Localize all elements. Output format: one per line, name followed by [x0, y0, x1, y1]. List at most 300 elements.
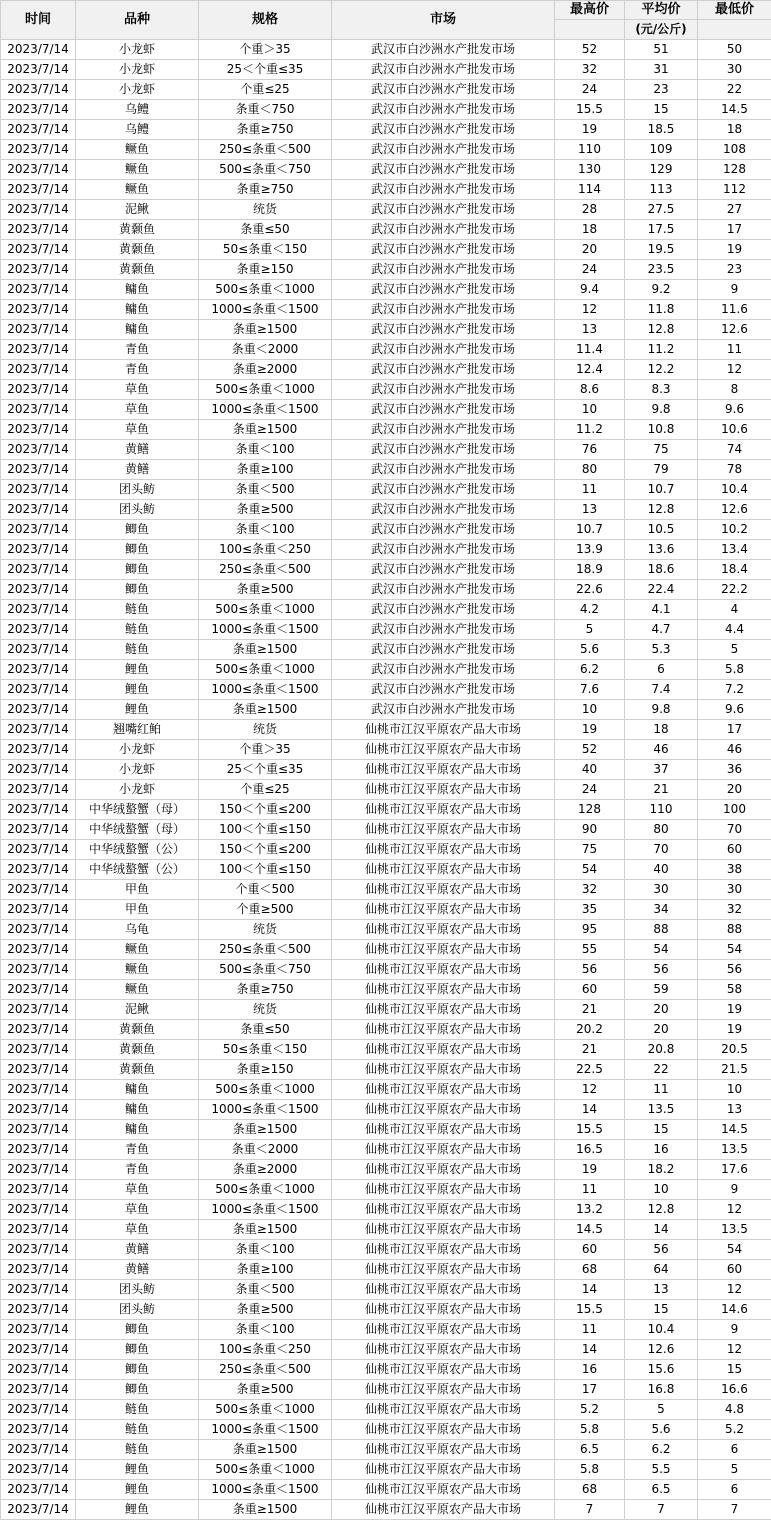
cell-max-price: 5.6 — [555, 640, 625, 660]
cell-min-price: 19 — [698, 1000, 771, 1020]
cell-market: 武汉市白沙洲水产批发市场 — [332, 420, 555, 440]
cell-max-price: 5.8 — [555, 1420, 625, 1440]
cell-market: 仙桃市江汉平原农产品大市场 — [332, 1040, 555, 1060]
table-row — [1, 780, 771, 800]
cell-kind: 草鱼 — [76, 1200, 199, 1220]
cell-market: 武汉市白沙洲水产批发市场 — [332, 160, 555, 180]
cell-min-price: 60 — [698, 840, 771, 860]
cell-kind: 鲫鱼 — [76, 520, 199, 540]
cell-avg-price: 5 — [625, 1400, 698, 1420]
cell-market: 武汉市白沙洲水产批发市场 — [332, 540, 555, 560]
cell-kind: 乌鳢 — [76, 120, 199, 140]
cell-market: 武汉市白沙洲水产批发市场 — [332, 140, 555, 160]
cell-time: 2023/7/14 — [1, 240, 76, 260]
cell-avg-price: 11.2 — [625, 340, 698, 360]
cell-min-price: 7.2 — [698, 680, 771, 700]
table-row — [1, 1340, 771, 1360]
cell-spec: 250≤条重＜500 — [199, 1360, 332, 1380]
cell-max-price: 17 — [555, 1380, 625, 1400]
table-row — [1, 480, 771, 500]
cell-spec: 条重≥1500 — [199, 420, 332, 440]
cell-time: 2023/7/14 — [1, 180, 76, 200]
cell-spec: 条重＜500 — [199, 480, 332, 500]
cell-spec: 1000≤条重＜1500 — [199, 1200, 332, 1220]
cell-market: 武汉市白沙洲水产批发市场 — [332, 80, 555, 100]
cell-kind: 小龙虾 — [76, 80, 199, 100]
cell-avg-price: 10.7 — [625, 480, 698, 500]
cell-kind: 鲢鱼 — [76, 640, 199, 660]
header-market: 市场 — [332, 1, 555, 40]
cell-time: 2023/7/14 — [1, 1140, 76, 1160]
table-row — [1, 860, 771, 880]
cell-min-price: 10 — [698, 1080, 771, 1100]
cell-spec: 条重＜100 — [199, 440, 332, 460]
table-row — [1, 280, 771, 300]
cell-kind: 鲢鱼 — [76, 1420, 199, 1440]
cell-min-price: 7 — [698, 1500, 771, 1520]
cell-kind: 鳜鱼 — [76, 980, 199, 1000]
cell-spec: 个重≤25 — [199, 80, 332, 100]
cell-max-price: 24 — [555, 780, 625, 800]
cell-min-price: 23 — [698, 260, 771, 280]
cell-time: 2023/7/14 — [1, 280, 76, 300]
cell-kind: 鲫鱼 — [76, 560, 199, 580]
cell-market: 武汉市白沙洲水产批发市场 — [332, 480, 555, 500]
table-row — [1, 160, 771, 180]
cell-max-price: 13.9 — [555, 540, 625, 560]
table-row — [1, 100, 771, 120]
cell-avg-price: 12.2 — [625, 360, 698, 380]
cell-kind: 黄颡鱼 — [76, 1040, 199, 1060]
cell-max-price: 11 — [555, 1320, 625, 1340]
cell-market: 武汉市白沙洲水产批发市场 — [332, 120, 555, 140]
cell-min-price: 6 — [698, 1480, 771, 1500]
cell-max-price: 19 — [555, 1160, 625, 1180]
cell-spec: 条重≥1500 — [199, 320, 332, 340]
cell-min-price: 8 — [698, 380, 771, 400]
cell-kind: 鳙鱼 — [76, 320, 199, 340]
cell-max-price: 14.5 — [555, 1220, 625, 1240]
table-row — [1, 1320, 771, 1340]
cell-time: 2023/7/14 — [1, 600, 76, 620]
cell-avg-price: 20 — [625, 1000, 698, 1020]
cell-max-price: 18.9 — [555, 560, 625, 580]
cell-avg-price: 13.5 — [625, 1100, 698, 1120]
cell-market: 仙桃市江汉平原农产品大市场 — [332, 840, 555, 860]
cell-time: 2023/7/14 — [1, 380, 76, 400]
cell-max-price: 16 — [555, 1360, 625, 1380]
table-row — [1, 540, 771, 560]
cell-min-price: 15 — [698, 1360, 771, 1380]
cell-avg-price: 10 — [625, 1180, 698, 1200]
cell-time: 2023/7/14 — [1, 840, 76, 860]
cell-spec: 条重＜100 — [199, 1240, 332, 1260]
cell-market: 仙桃市江汉平原农产品大市场 — [332, 960, 555, 980]
cell-avg-price: 12.8 — [625, 1200, 698, 1220]
cell-kind: 黄鳝 — [76, 460, 199, 480]
cell-min-price: 46 — [698, 740, 771, 760]
cell-market: 仙桃市江汉平原农产品大市场 — [332, 920, 555, 940]
cell-spec: 条重≥1500 — [199, 640, 332, 660]
cell-min-price: 18.4 — [698, 560, 771, 580]
cell-kind: 泥鳅 — [76, 1000, 199, 1020]
cell-avg-price: 7 — [625, 1500, 698, 1520]
cell-time: 2023/7/14 — [1, 1380, 76, 1400]
cell-kind: 黄颡鱼 — [76, 220, 199, 240]
cell-time: 2023/7/14 — [1, 220, 76, 240]
table-row — [1, 840, 771, 860]
cell-market: 仙桃市江汉平原农产品大市场 — [332, 1460, 555, 1480]
cell-avg-price: 5.6 — [625, 1420, 698, 1440]
header-kind: 品种 — [76, 1, 199, 40]
cell-market: 仙桃市江汉平原农产品大市场 — [332, 1340, 555, 1360]
cell-spec: 条重＜2000 — [199, 1140, 332, 1160]
cell-min-price: 4 — [698, 600, 771, 620]
cell-max-price: 16.5 — [555, 1140, 625, 1160]
table-row — [1, 980, 771, 1000]
cell-time: 2023/7/14 — [1, 1060, 76, 1080]
cell-max-price: 128 — [555, 800, 625, 820]
cell-spec: 个重＞35 — [199, 740, 332, 760]
cell-min-price: 30 — [698, 60, 771, 80]
cell-time: 2023/7/14 — [1, 1080, 76, 1100]
cell-avg-price: 11.8 — [625, 300, 698, 320]
cell-max-price: 10 — [555, 700, 625, 720]
cell-avg-price: 54 — [625, 940, 698, 960]
cell-kind: 鲫鱼 — [76, 1320, 199, 1340]
cell-avg-price: 113 — [625, 180, 698, 200]
cell-min-price: 18 — [698, 120, 771, 140]
cell-min-price: 32 — [698, 900, 771, 920]
cell-market: 仙桃市江汉平原农产品大市场 — [332, 1000, 555, 1020]
table-row — [1, 960, 771, 980]
cell-min-price: 9 — [698, 1320, 771, 1340]
cell-max-price: 54 — [555, 860, 625, 880]
cell-time: 2023/7/14 — [1, 680, 76, 700]
table-row — [1, 560, 771, 580]
cell-market: 武汉市白沙洲水产批发市场 — [332, 660, 555, 680]
cell-kind: 黄鳝 — [76, 1240, 199, 1260]
cell-avg-price: 109 — [625, 140, 698, 160]
cell-spec: 条重≥100 — [199, 1260, 332, 1280]
cell-spec: 500≤条重＜1000 — [199, 660, 332, 680]
cell-min-price: 13.4 — [698, 540, 771, 560]
table-row — [1, 260, 771, 280]
table-row — [1, 1140, 771, 1160]
cell-avg-price: 22.4 — [625, 580, 698, 600]
cell-spec: 500≤条重＜750 — [199, 160, 332, 180]
cell-min-price: 9.6 — [698, 400, 771, 420]
cell-avg-price: 12.6 — [625, 1340, 698, 1360]
table-row — [1, 420, 771, 440]
cell-time: 2023/7/14 — [1, 760, 76, 780]
cell-kind: 泥鳅 — [76, 200, 199, 220]
cell-spec: 条重≥750 — [199, 120, 332, 140]
cell-min-price: 58 — [698, 980, 771, 1000]
cell-time: 2023/7/14 — [1, 920, 76, 940]
cell-max-price: 18 — [555, 220, 625, 240]
cell-spec: 500≤条重＜1000 — [199, 1080, 332, 1100]
cell-avg-price: 9.8 — [625, 700, 698, 720]
table-row — [1, 900, 771, 920]
cell-max-price: 21 — [555, 1000, 625, 1020]
cell-avg-price: 4.1 — [625, 600, 698, 620]
cell-market: 武汉市白沙洲水产批发市场 — [332, 500, 555, 520]
cell-time: 2023/7/14 — [1, 960, 76, 980]
cell-market: 仙桃市江汉平原农产品大市场 — [332, 1320, 555, 1340]
table-row — [1, 580, 771, 600]
table-row — [1, 1420, 771, 1440]
cell-time: 2023/7/14 — [1, 820, 76, 840]
cell-kind: 鲢鱼 — [76, 1400, 199, 1420]
cell-avg-price: 34 — [625, 900, 698, 920]
table-row — [1, 640, 771, 660]
cell-spec: 条重≥2000 — [199, 360, 332, 380]
cell-max-price: 95 — [555, 920, 625, 940]
cell-avg-price: 56 — [625, 960, 698, 980]
cell-min-price: 13 — [698, 1100, 771, 1120]
table-row — [1, 60, 771, 80]
cell-kind: 翘嘴红鲌 — [76, 720, 199, 740]
cell-spec: 条重＜2000 — [199, 340, 332, 360]
cell-time: 2023/7/14 — [1, 520, 76, 540]
cell-max-price: 19 — [555, 120, 625, 140]
cell-market: 仙桃市江汉平原农产品大市场 — [332, 1400, 555, 1420]
cell-max-price: 12 — [555, 300, 625, 320]
cell-kind: 鲫鱼 — [76, 1360, 199, 1380]
cell-min-price: 5.2 — [698, 1420, 771, 1440]
cell-spec: 条重≥500 — [199, 1380, 332, 1400]
cell-time: 2023/7/14 — [1, 1440, 76, 1460]
header-max-price: 最高价 — [555, 1, 625, 20]
cell-avg-price: 9.2 — [625, 280, 698, 300]
cell-spec: 1000≤条重＜1500 — [199, 620, 332, 640]
cell-avg-price: 6 — [625, 660, 698, 680]
table-row — [1, 740, 771, 760]
cell-kind: 鲢鱼 — [76, 620, 199, 640]
cell-market: 仙桃市江汉平原农产品大市场 — [332, 1020, 555, 1040]
cell-max-price: 13.2 — [555, 1200, 625, 1220]
cell-max-price: 130 — [555, 160, 625, 180]
cell-kind: 中华绒螯蟹（母） — [76, 820, 199, 840]
cell-avg-price: 6.2 — [625, 1440, 698, 1460]
cell-time: 2023/7/14 — [1, 400, 76, 420]
cell-max-price: 14 — [555, 1280, 625, 1300]
cell-avg-price: 7.4 — [625, 680, 698, 700]
cell-time: 2023/7/14 — [1, 1460, 76, 1480]
cell-max-price: 8.6 — [555, 380, 625, 400]
cell-kind: 青鱼 — [76, 1160, 199, 1180]
cell-spec: 统货 — [199, 720, 332, 740]
cell-avg-price: 21 — [625, 780, 698, 800]
cell-min-price: 74 — [698, 440, 771, 460]
cell-market: 武汉市白沙洲水产批发市场 — [332, 340, 555, 360]
cell-spec: 1000≤条重＜1500 — [199, 680, 332, 700]
cell-min-price: 12.6 — [698, 320, 771, 340]
cell-spec: 250≤条重＜500 — [199, 140, 332, 160]
cell-time: 2023/7/14 — [1, 880, 76, 900]
cell-kind: 团头鲂 — [76, 500, 199, 520]
cell-kind: 乌龟 — [76, 920, 199, 940]
cell-avg-price: 79 — [625, 460, 698, 480]
cell-max-price: 11.2 — [555, 420, 625, 440]
cell-min-price: 54 — [698, 1240, 771, 1260]
cell-min-price: 50 — [698, 40, 771, 60]
cell-min-price: 10.6 — [698, 420, 771, 440]
cell-spec: 条重≥750 — [199, 980, 332, 1000]
table-row — [1, 120, 771, 140]
cell-min-price: 5.8 — [698, 660, 771, 680]
cell-min-price: 6 — [698, 1440, 771, 1460]
cell-kind: 黄颡鱼 — [76, 240, 199, 260]
cell-min-price: 21.5 — [698, 1060, 771, 1080]
cell-avg-price: 31 — [625, 60, 698, 80]
cell-market: 武汉市白沙洲水产批发市场 — [332, 200, 555, 220]
header-spec: 规格 — [199, 1, 332, 40]
cell-spec: 100≤条重＜250 — [199, 540, 332, 560]
cell-avg-price: 22 — [625, 1060, 698, 1080]
cell-spec: 500≤条重＜1000 — [199, 1460, 332, 1480]
cell-spec: 条重≥1500 — [199, 1440, 332, 1460]
cell-market: 武汉市白沙洲水产批发市场 — [332, 60, 555, 80]
cell-market: 武汉市白沙洲水产批发市场 — [332, 440, 555, 460]
cell-kind: 黄鳝 — [76, 440, 199, 460]
cell-time: 2023/7/14 — [1, 140, 76, 160]
table-row — [1, 1280, 771, 1300]
cell-kind: 鳙鱼 — [76, 1100, 199, 1120]
cell-spec: 条重≥2000 — [199, 1160, 332, 1180]
cell-spec: 500≤条重＜1000 — [199, 1180, 332, 1200]
header-blank-min — [698, 20, 771, 40]
cell-time: 2023/7/14 — [1, 60, 76, 80]
cell-kind: 乌鳢 — [76, 100, 199, 120]
cell-min-price: 14.5 — [698, 100, 771, 120]
cell-kind: 青鱼 — [76, 360, 199, 380]
cell-min-price: 5 — [698, 640, 771, 660]
cell-avg-price: 9.8 — [625, 400, 698, 420]
table-row — [1, 940, 771, 960]
cell-market: 仙桃市江汉平原农产品大市场 — [332, 820, 555, 840]
cell-market: 仙桃市江汉平原农产品大市场 — [332, 1500, 555, 1520]
cell-market: 仙桃市江汉平原农产品大市场 — [332, 1140, 555, 1160]
table-row — [1, 1080, 771, 1100]
cell-time: 2023/7/14 — [1, 800, 76, 820]
cell-market: 仙桃市江汉平原农产品大市场 — [332, 1060, 555, 1080]
cell-time: 2023/7/14 — [1, 580, 76, 600]
cell-market: 仙桃市江汉平原农产品大市场 — [332, 1280, 555, 1300]
cell-kind: 草鱼 — [76, 400, 199, 420]
cell-spec: 25＜个重≤35 — [199, 760, 332, 780]
cell-max-price: 4.2 — [555, 600, 625, 620]
table-row — [1, 920, 771, 940]
cell-max-price: 90 — [555, 820, 625, 840]
cell-max-price: 7.6 — [555, 680, 625, 700]
cell-spec: 25＜个重≤35 — [199, 60, 332, 80]
table-row — [1, 660, 771, 680]
cell-avg-price: 18 — [625, 720, 698, 740]
cell-market: 武汉市白沙洲水产批发市场 — [332, 680, 555, 700]
cell-min-price: 14.6 — [698, 1300, 771, 1320]
cell-min-price: 19 — [698, 1020, 771, 1040]
cell-avg-price: 15 — [625, 1120, 698, 1140]
cell-time: 2023/7/14 — [1, 1420, 76, 1440]
cell-min-price: 112 — [698, 180, 771, 200]
cell-time: 2023/7/14 — [1, 900, 76, 920]
table-row — [1, 140, 771, 160]
table-row — [1, 1500, 771, 1520]
cell-spec: 1000≤条重＜1500 — [199, 300, 332, 320]
cell-avg-price: 70 — [625, 840, 698, 860]
cell-min-price: 70 — [698, 820, 771, 840]
cell-time: 2023/7/14 — [1, 480, 76, 500]
header-avg-price: 平均价 — [625, 1, 698, 20]
cell-market: 仙桃市江汉平原农产品大市场 — [332, 940, 555, 960]
cell-kind: 青鱼 — [76, 340, 199, 360]
cell-market: 武汉市白沙洲水产批发市场 — [332, 380, 555, 400]
cell-kind: 鲤鱼 — [76, 1480, 199, 1500]
header-time: 时间 — [1, 1, 76, 40]
cell-kind: 草鱼 — [76, 1220, 199, 1240]
cell-spec: 条重≥150 — [199, 260, 332, 280]
cell-time: 2023/7/14 — [1, 560, 76, 580]
cell-min-price: 16.6 — [698, 1380, 771, 1400]
cell-min-price: 13.5 — [698, 1140, 771, 1160]
table-row — [1, 1060, 771, 1080]
header-blank-max — [555, 20, 625, 40]
cell-market: 仙桃市江汉平原农产品大市场 — [332, 980, 555, 1000]
cell-kind: 黄鳝 — [76, 1260, 199, 1280]
cell-min-price: 11 — [698, 340, 771, 360]
table-row — [1, 440, 771, 460]
cell-spec: 个重≥500 — [199, 900, 332, 920]
cell-spec: 1000≤条重＜1500 — [199, 400, 332, 420]
cell-max-price: 19 — [555, 720, 625, 740]
cell-time: 2023/7/14 — [1, 660, 76, 680]
table-body — [1, 40, 771, 1520]
cell-time: 2023/7/14 — [1, 1000, 76, 1020]
cell-kind: 鲤鱼 — [76, 1460, 199, 1480]
cell-market: 仙桃市江汉平原农产品大市场 — [332, 1260, 555, 1280]
table-row — [1, 1040, 771, 1060]
cell-max-price: 60 — [555, 1240, 625, 1260]
cell-max-price: 14 — [555, 1100, 625, 1120]
cell-market: 武汉市白沙洲水产批发市场 — [332, 280, 555, 300]
cell-kind: 小龙虾 — [76, 780, 199, 800]
cell-min-price: 17 — [698, 720, 771, 740]
cell-avg-price: 12.8 — [625, 500, 698, 520]
cell-kind: 鲤鱼 — [76, 700, 199, 720]
cell-min-price: 36 — [698, 760, 771, 780]
cell-kind: 鳜鱼 — [76, 140, 199, 160]
cell-avg-price: 18.6 — [625, 560, 698, 580]
cell-spec: 个重≤25 — [199, 780, 332, 800]
cell-max-price: 32 — [555, 880, 625, 900]
cell-kind: 鳙鱼 — [76, 1120, 199, 1140]
cell-min-price: 9.6 — [698, 700, 771, 720]
table-row — [1, 880, 771, 900]
cell-time: 2023/7/14 — [1, 300, 76, 320]
table-row — [1, 1380, 771, 1400]
cell-market: 仙桃市江汉平原农产品大市场 — [332, 760, 555, 780]
cell-avg-price: 8.3 — [625, 380, 698, 400]
cell-kind: 鲤鱼 — [76, 680, 199, 700]
cell-kind: 甲鱼 — [76, 900, 199, 920]
cell-market: 武汉市白沙洲水产批发市场 — [332, 180, 555, 200]
cell-avg-price: 15.6 — [625, 1360, 698, 1380]
cell-time: 2023/7/14 — [1, 420, 76, 440]
cell-spec: 500≤条重＜1000 — [199, 600, 332, 620]
cell-max-price: 40 — [555, 760, 625, 780]
